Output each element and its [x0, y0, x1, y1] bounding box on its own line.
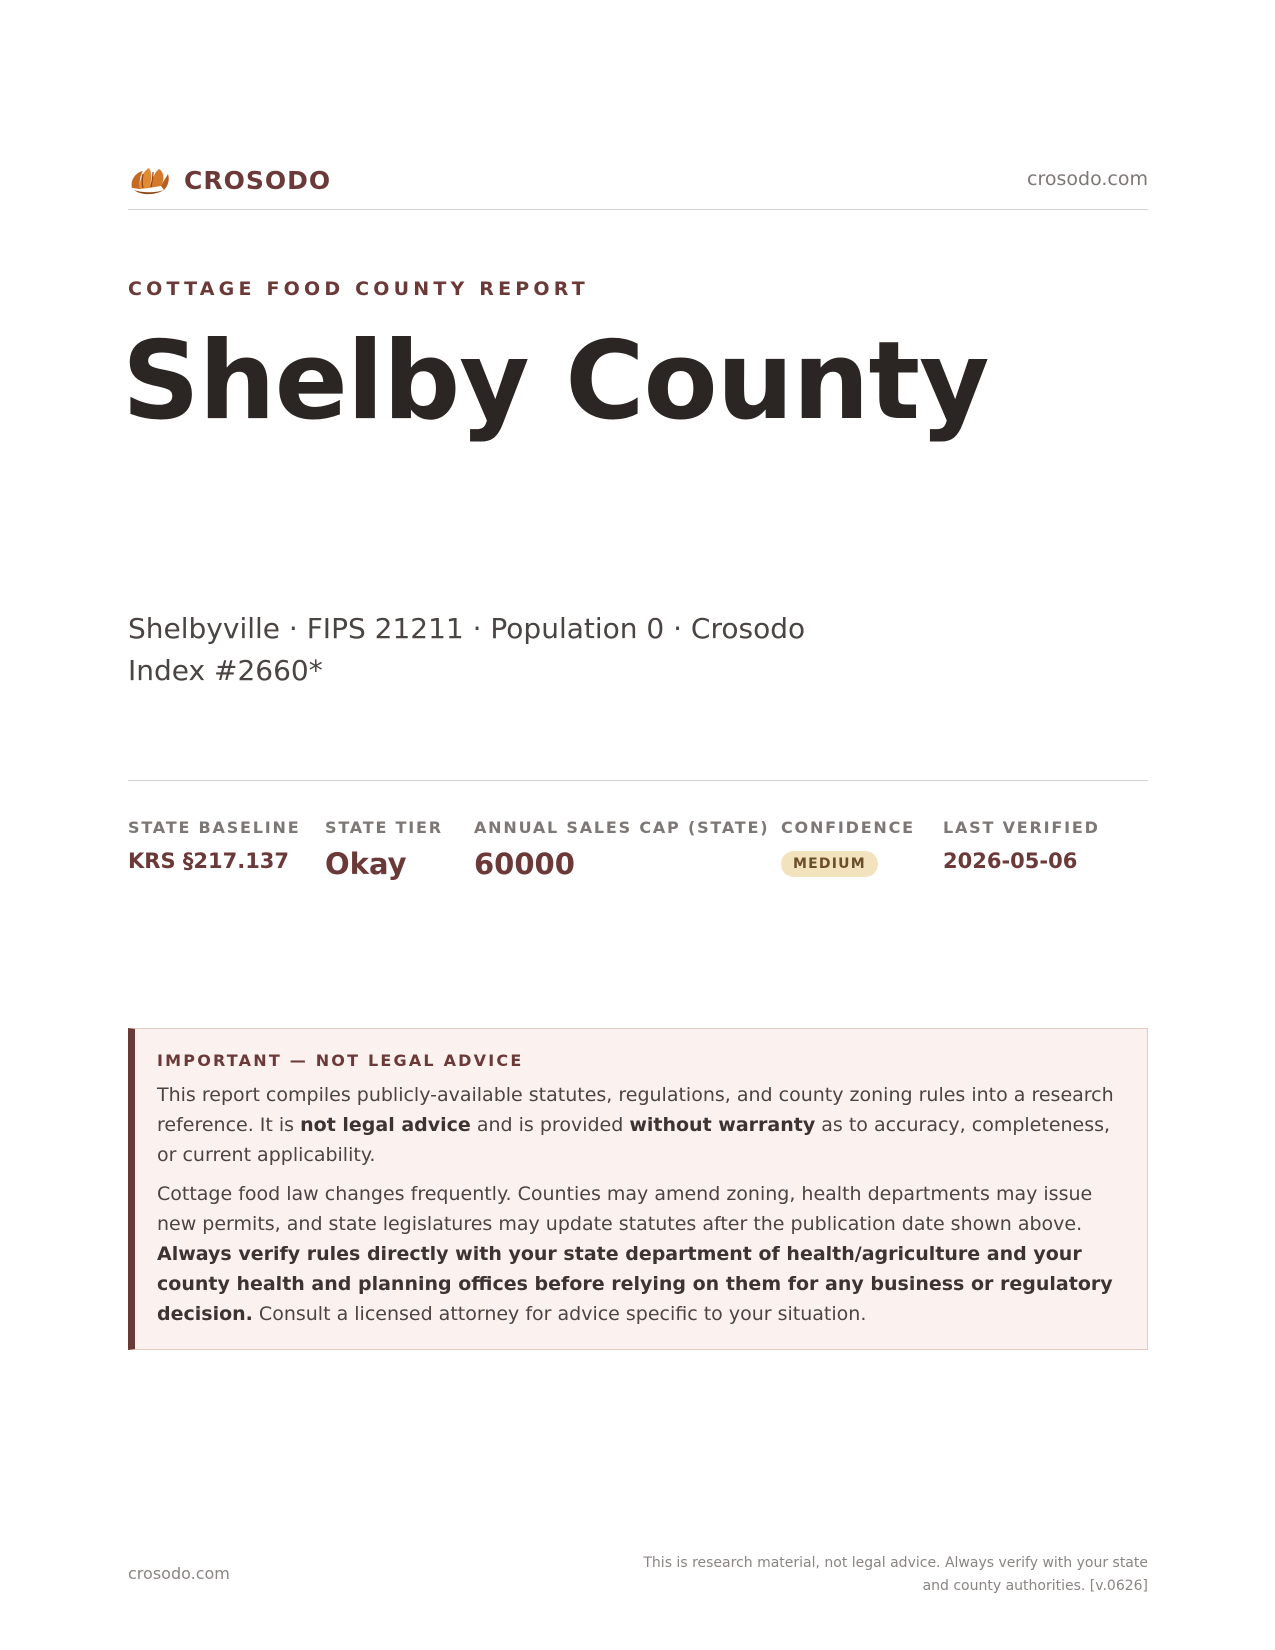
stat-label: LAST VERIFIED	[943, 818, 1100, 837]
disclaimer-paragraph-2	[157, 1179, 1123, 1329]
stat-value: 2026-05-06	[943, 849, 1078, 873]
stat-state-tier	[325, 818, 443, 881]
stat-label: CONFIDENCE	[781, 818, 915, 837]
disclaimer-text: as to accuracy, completeness, or current applicability.	[157, 1114, 1111, 1166]
disclaimer-text: This report compiles publicly-available statutes, regulations, and county zoning rules into a research reference. It is	[157, 1084, 1114, 1136]
brand-name: CROSODO	[184, 165, 332, 195]
stat-label: STATE TIER	[325, 818, 443, 837]
croissant-icon	[128, 162, 170, 198]
stat-value: Okay	[325, 847, 407, 881]
disclaimer-text: and is provided	[470, 1114, 630, 1136]
disclaimer-emphasis: without warranty	[629, 1114, 816, 1136]
report-page	[122, 0, 1148, 1650]
stat-confidence	[781, 818, 915, 877]
legal-disclaimer	[128, 1028, 1148, 1350]
county-title: Shelby County	[122, 319, 989, 444]
report-eyebrow: COTTAGE FOOD COUNTY REPORT	[128, 278, 589, 300]
disclaimer-paragraph-1	[157, 1080, 1123, 1170]
stat-annual-sales-cap	[474, 818, 769, 881]
header-site-link[interactable]: crosodo.com	[1027, 168, 1148, 190]
disclaimer-title: IMPORTANT — NOT LEGAL ADVICE	[157, 1051, 524, 1070]
disclaimer-text: Cottage food law changes frequently. Counties may amend zoning, health departments may issue new permits, and state legislatures may update statutes after the publication date shown above.	[157, 1183, 1093, 1235]
disclaimer-emphasis: not legal advice	[300, 1114, 471, 1136]
brand[interactable]	[128, 162, 331, 198]
stat-value: 60000	[474, 847, 575, 881]
stat-label: STATE BASELINE	[128, 818, 301, 837]
disclaimer-text: Consult a licensed attorney for advice specific to your situation.	[252, 1303, 867, 1325]
disclaimer-emphasis: Always verify rules directly with your state department of health/agriculture and your county health and planning offices before relying on them for any business or regulatory decision.	[157, 1243, 1113, 1325]
county-subtitle: Shelbyville · FIPS 21211 · Population 0 · Crosodo Index #2660*	[128, 612, 806, 687]
page-header	[128, 158, 1148, 210]
stats-divider	[128, 780, 1148, 781]
footer-site-link[interactable]: crosodo.com	[128, 1564, 230, 1583]
stat-last-verified	[943, 818, 1100, 873]
confidence-badge: MEDIUM	[781, 851, 878, 877]
stat-value: KRS §217.137	[128, 849, 290, 873]
footer-disclaimer: This is research material, not legal advice. Always verify with your state and county authorities. [v.0626]	[643, 1555, 1148, 1594]
stat-label: ANNUAL SALES CAP (STATE)	[474, 818, 770, 837]
stat-state-baseline	[128, 818, 300, 873]
